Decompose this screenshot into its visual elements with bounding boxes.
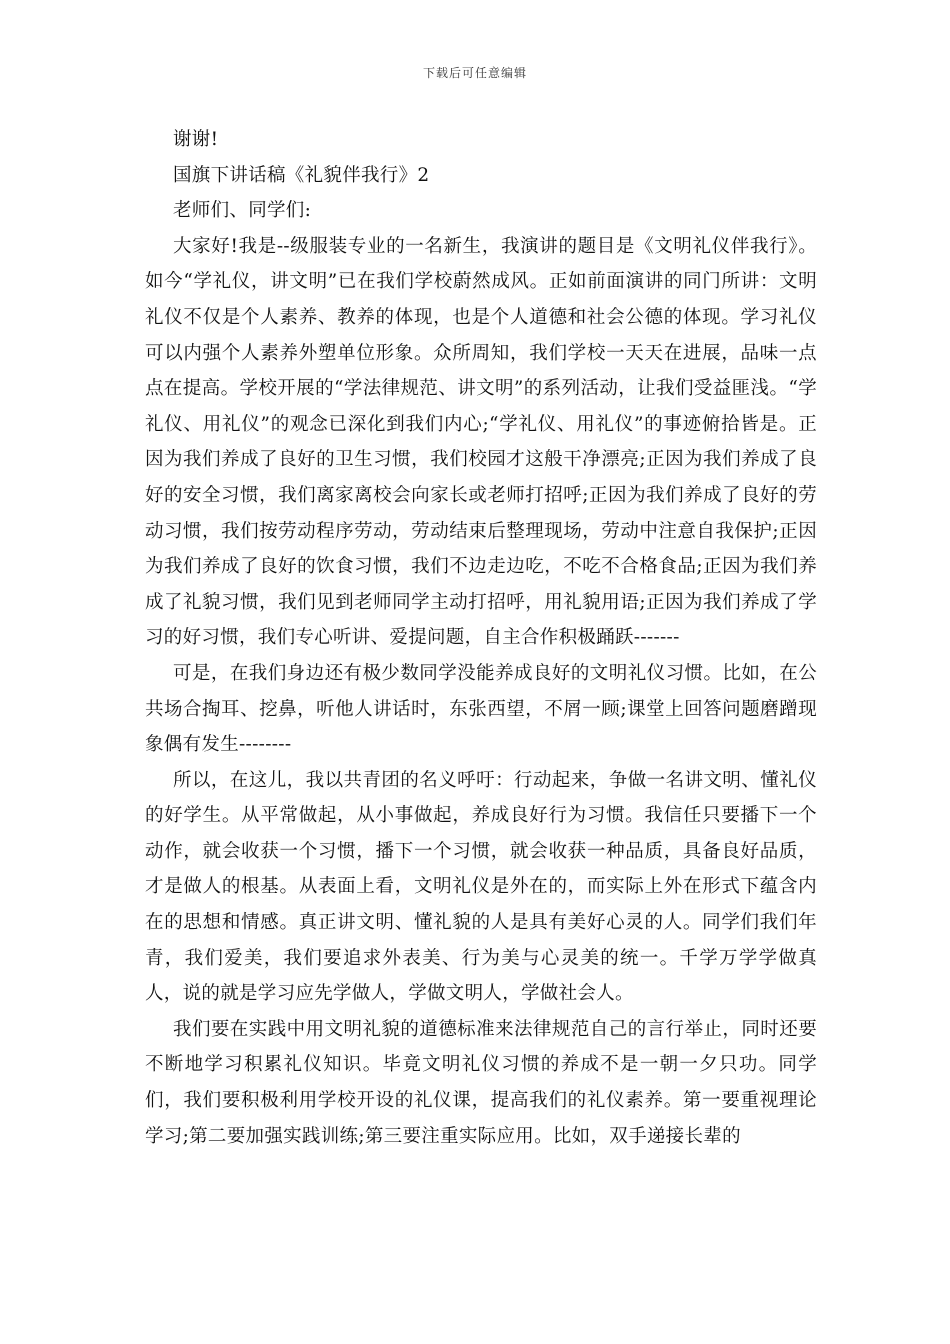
body-paragraph: 我们要在实践中用文明礼貌的道德标准来法律规范自己的言行举止，同时还要不断地学习积累礼仪知识。毕竟文明礼仪习惯的养成不是一朝一夕只功。同学们，我们要积极利用学校开设的礼仪课，提高我们的礼仪素养。第一要重视理论学习;第二要加强实践训练;第三要注重实际应用。比如，双手递接长辈的 bbox=[145, 1018, 817, 1147]
page-header-note: 下载后可任意编辑 bbox=[422, 66, 527, 80]
document-body bbox=[145, 122, 817, 1154]
salutation: 老师们、同学们: bbox=[173, 200, 312, 222]
body-paragraph: 所以，在这儿，我以共青团的名义呼吁：行动起来，争做一名讲文明、懂礼仪的好学生。从平常做起，从小事做起，养成良好行为习惯。我信任只要播下一个动作，就会收获一个习惯，播下一个习惯，就会收获一种品质，具备良好品质，才是做人的根基。从表面上看，文明礼仪是外在的，而实际上外在形式下蕴含内在的思想和情感。真正讲文明、懂礼貌的人是具有美好心灵的人。同学们我们年青，我们爱美，我们要追求外表美、行为美与心灵美的统一。千学万学学做真人，说的就是学习应先学做人，学做文明人，学做社会人。 bbox=[145, 769, 817, 1005]
body-paragraph: 大家好!我是--级服装专业的一名新生，我演讲的题目是《文明礼仪伴我行》。如今“学礼仪，讲文明”已在我们学校蔚然成风。正如前面演讲的同门所讲：文明礼仪不仅是个人素养、教养的体现，也是个人道德和社会公德的体现。学习礼仪可以内强个人素养外塑单位形象。众所周知，我们学校一天天在进展，品味一点点在提高。学校开展的“学法律规范、讲文明”的系列活动，让我们受益匪浅。“学礼仪、用礼仪”的观念已深化到我们内心;“学礼仪、用礼仪”的事迹俯拾皆是。正因为我们养成了良好的卫生习惯，我们校园才这般干净漂亮;正因为我们养成了良好的安全习惯，我们离家离校会向家长或老师打招呼;正因为我们养成了良好的劳动习惯，我们按劳动程序劳动，劳动结束后整理现场，劳动中注意自我保护;正因为我们养成了良好的饮食习惯，我们不边走边吃，不吃不合格食品;正因为我们养成了礼貌习惯，我们见到老师同学主动打招呼，用礼貌用语;正因为我们养成了学习的好习惯，我们专心听讲、爱提问题，自主合作积极踊跃------- bbox=[145, 235, 817, 649]
body-paragraph: 可是，在我们身边还有极少数同学没能养成良好的文明礼仪习惯。比如，在公共场合掏耳、挖鼻，听他人讲话时，东张西望，不屑一顾;课堂上回答问题磨蹭现象偶有发生-------- bbox=[145, 662, 817, 756]
speech-title: 国旗下讲话稿《礼貌伴我行》2 bbox=[173, 164, 430, 186]
closing-line: 谢谢! bbox=[173, 129, 219, 150]
